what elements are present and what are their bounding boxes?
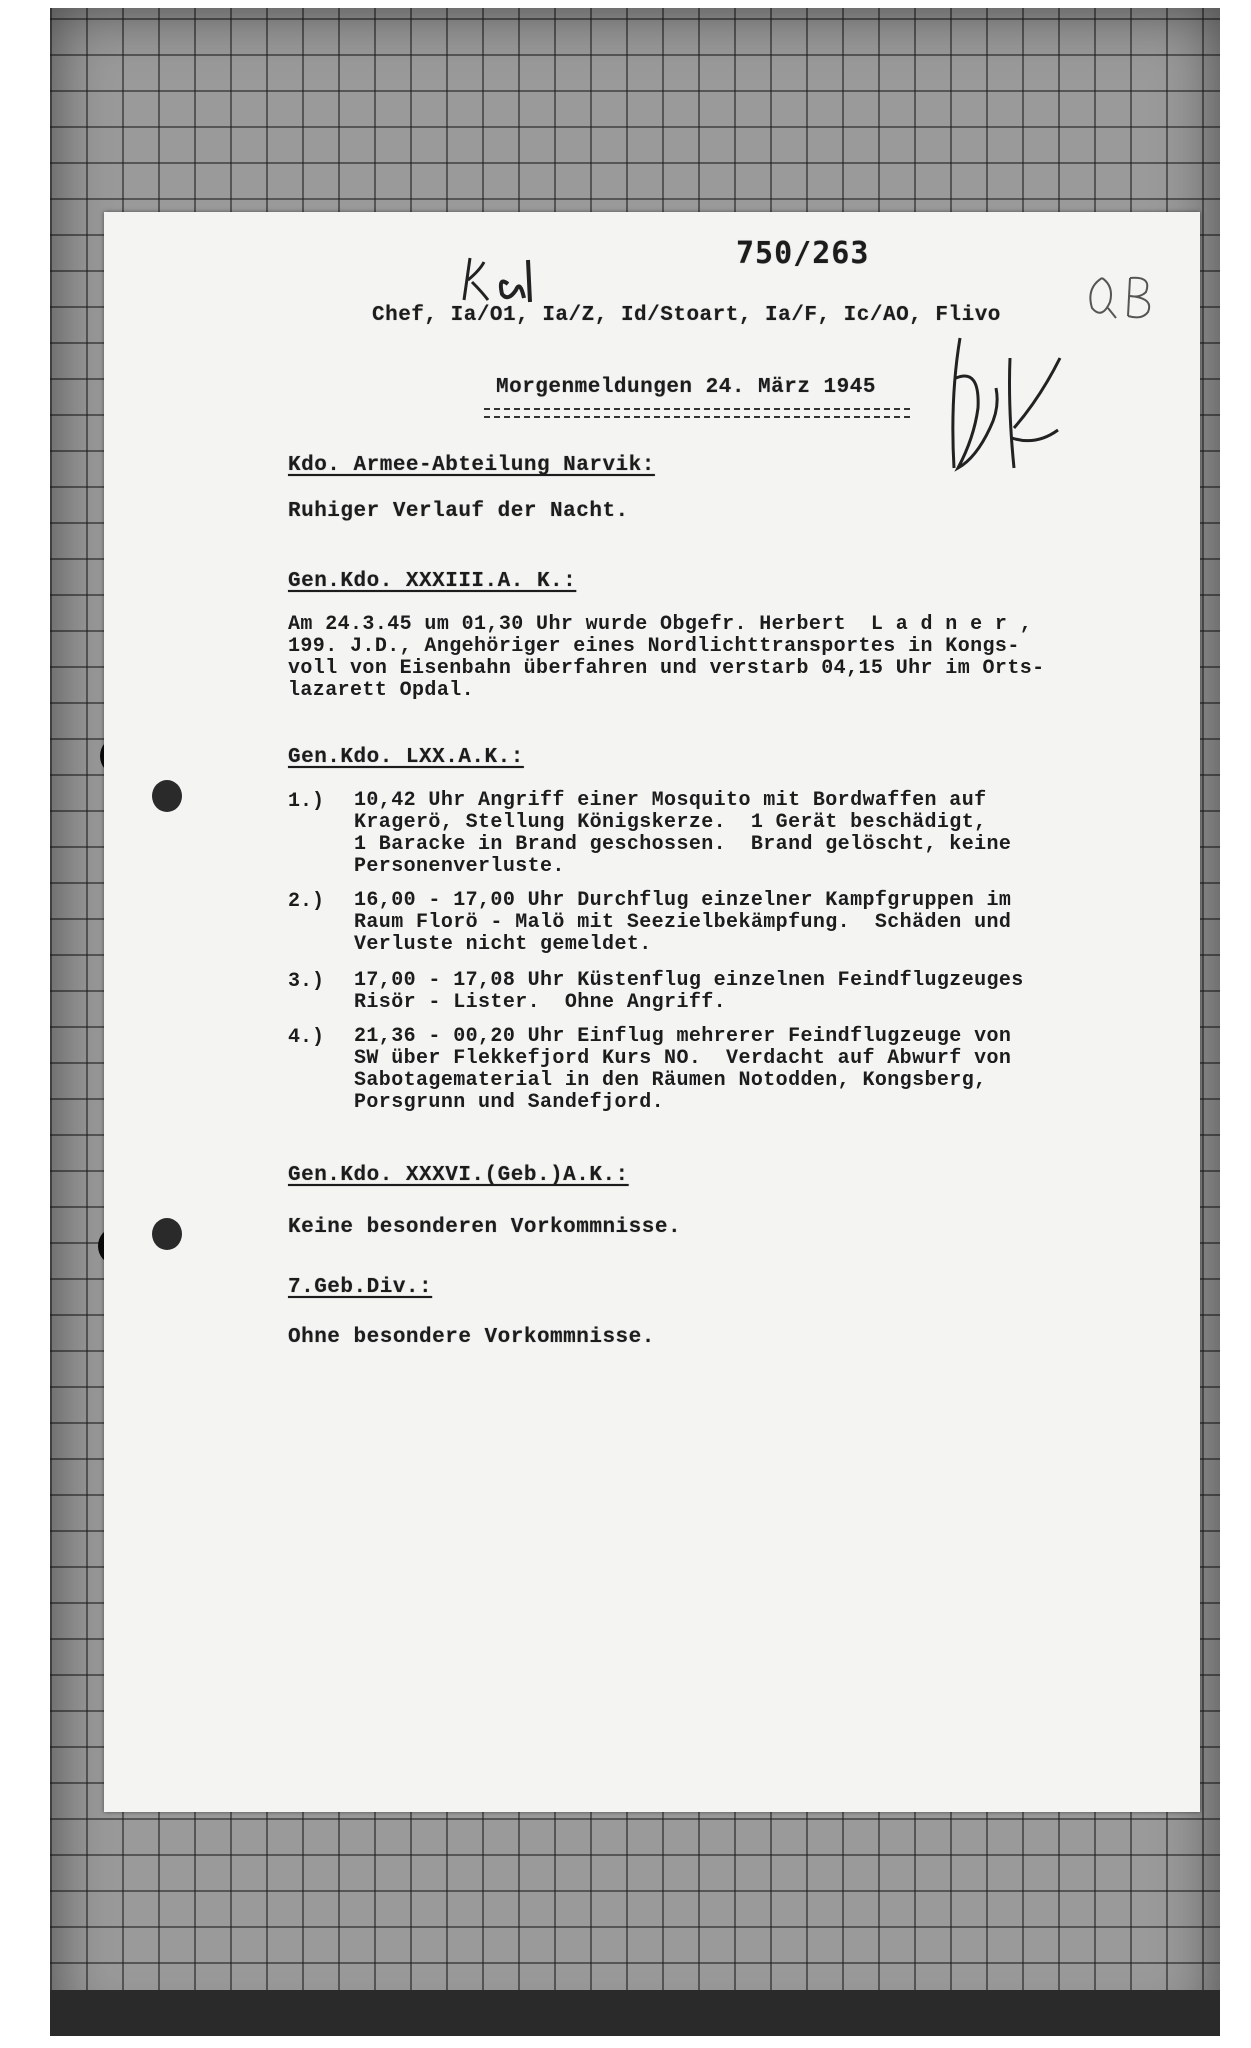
item-line: Kragerö, Stellung Königskerze. 1 Gerät beschädigt, — [354, 811, 987, 834]
item-line: Verluste nicht gemeldet. — [354, 933, 652, 956]
item-line: 21,36 - 00,20 Uhr Einflug mehrerer Feindflugzeuge von — [354, 1025, 1012, 1048]
item-line: 16,00 - 17,00 Uhr Durchflug einzelner Kampfgruppen im — [354, 889, 1012, 912]
handwritten-initials-top — [450, 250, 560, 310]
section-body-line: 199. J.D., Angehöriger eines Nordlichttransportes in Kongs- — [288, 635, 1020, 658]
section-heading: Gen.Kdo. XXXIII.A. K.: — [288, 570, 577, 593]
section-body: Ohne besondere Vorkommnisse. — [288, 1326, 655, 1349]
distribution-list: Chef, Ia/O1, Ia/Z, Id/Stoart, Ia/F, Ic/AO, Flivo — [372, 304, 1001, 327]
paper-hole-bottom — [152, 1218, 182, 1250]
item-line: Personenverluste. — [354, 855, 565, 878]
section-heading: Gen.Kdo. XXXVI.(Geb.)A.K.: — [288, 1164, 629, 1187]
item-line: 10,42 Uhr Angriff einer Mosquito mit Bordwaffen auf — [354, 789, 987, 812]
section-body-line: Am 24.3.45 um 01,30 Uhr wurde Obgefr. Herbert L a d n e r , — [288, 613, 1033, 636]
title-double-underline — [484, 408, 910, 418]
item-number: 3.) — [288, 970, 325, 993]
section-heading: 7.Geb.Div.: — [288, 1276, 433, 1299]
item-line: Sabotagematerial in den Räumen Notodden, Kongsberg, — [354, 1069, 987, 1092]
handwritten-initials-right — [940, 318, 1090, 488]
handwritten-mark-corner — [1082, 268, 1172, 328]
item-line: Porsgrunn und Sandefjord. — [354, 1091, 665, 1114]
section-body: Keine besonderen Vorkommnisse. — [288, 1216, 682, 1239]
item-number: 1.) — [288, 790, 325, 813]
paper-hole-top — [152, 780, 182, 812]
section-body-line: lazarett Opdal. — [288, 679, 475, 702]
document-number: 750/263 — [736, 236, 870, 271]
report-title: Morgenmeldungen 24. März 1945 — [496, 376, 876, 399]
item-line: Raum Florö - Malö mit Seezielbekämpfung. Schäden und — [354, 911, 1012, 934]
section-body-line: voll von Eisenbahn überfahren und verstarb 04,15 Uhr im Orts- — [288, 657, 1045, 680]
film-edge — [50, 1990, 1220, 2036]
item-line: SW über Flekkefjord Kurs NO. Verdacht auf Abwurf von — [354, 1047, 1012, 1070]
item-line: Risör - Lister. Ohne Angriff. — [354, 991, 727, 1014]
item-line: 17,00 - 17,08 Uhr Küstenflug einzelnen Feindflugzeuges — [354, 969, 1024, 992]
item-number: 2.) — [288, 890, 325, 913]
section-body: Ruhiger Verlauf der Nacht. — [288, 500, 629, 523]
item-number: 4.) — [288, 1026, 325, 1049]
section-heading: Kdo. Armee-Abteilung Narvik: — [288, 454, 655, 477]
item-line: 1 Baracke in Brand geschossen. Brand gelöscht, keine — [354, 833, 1012, 856]
section-heading: Gen.Kdo. LXX.A.K.: — [288, 746, 524, 769]
